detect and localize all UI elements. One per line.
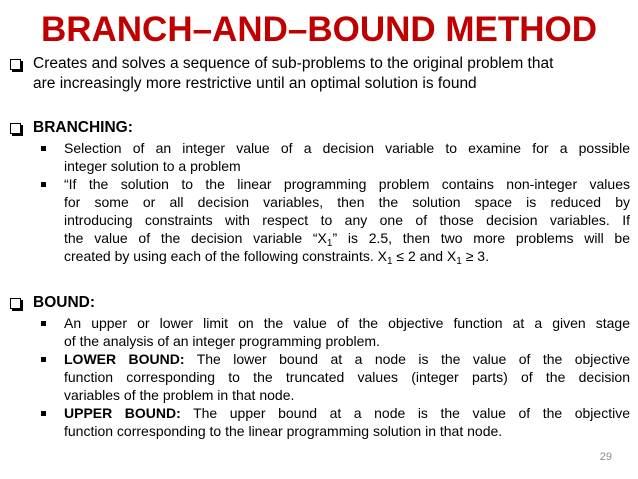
branching-bullet-2-line-3: introducing constraints with respect to any one of those decision variables. If <box>64 212 630 228</box>
branching-bullet-2-line-5: created by using each of the following constraints. $X_1 \le 2$ and $X_1 \ge 3$. <box>64 248 489 267</box>
checkbox-bullet-icon <box>10 59 21 70</box>
bound-bullet-1-line-2: of the analysis of an integer programming problem. <box>64 333 380 349</box>
branching-bullet-1-line-1: Selection of an integer value of a decision variable to examine for a possible <box>64 140 630 156</box>
branching-bullet-2-line-1: “If the solution to the linear programming problem contains non-integer values <box>64 176 630 192</box>
square-bullet-icon <box>41 182 46 187</box>
intro-line-2: are increasingly more restrictive until an optimal solution is found <box>33 75 477 92</box>
page-number: 29 <box>599 451 612 463</box>
branching-bullet-2-line-4: the value of the decision variable “$X_1$” is 2.5, then two more problems will be <box>64 230 630 249</box>
branching-bullet-2-line-2: for some or all decision variables, then the solution space is reduced by <box>64 194 630 210</box>
bound-bullet-3-line-1: UPPER BOUND: The upper bound at a node is the value of the objective <box>64 405 630 421</box>
square-bullet-icon <box>41 146 46 151</box>
square-bullet-icon <box>41 321 46 326</box>
bound-bullet-2-line-3: variables of the problem in that node. <box>64 387 295 403</box>
checkbox-bullet-icon <box>10 123 21 134</box>
bound-bullet-2-line-1: LOWER BOUND: The lower bound at a node is the value of the objective <box>64 351 630 367</box>
slide-title: BRANCH–AND–BOUND METHOD <box>40 10 598 49</box>
bound-heading: BOUND: <box>33 294 95 311</box>
square-bullet-icon <box>41 411 46 416</box>
bound-bullet-1-line-1: An upper or lower limit on the value of the objective function at a given stage <box>64 315 630 331</box>
lower-bound-label: LOWER BOUND: <box>64 351 185 367</box>
checkbox-bullet-icon <box>10 298 21 309</box>
branching-bullet-1-line-2: integer solution to a problem <box>64 158 241 174</box>
branching-heading: BRANCHING: <box>33 119 133 136</box>
bound-bullet-3-line-2: function corresponding to the linear programming solution in that node. <box>64 423 503 439</box>
bound-bullet-2-line-2: function corresponding to the truncated values (integer parts) of the decision <box>64 369 630 385</box>
square-bullet-icon <box>41 357 46 362</box>
upper-bound-label: UPPER BOUND: <box>64 405 181 421</box>
intro-line-1: Creates and solves a sequence of sub-problems to the original problem that <box>33 55 554 72</box>
